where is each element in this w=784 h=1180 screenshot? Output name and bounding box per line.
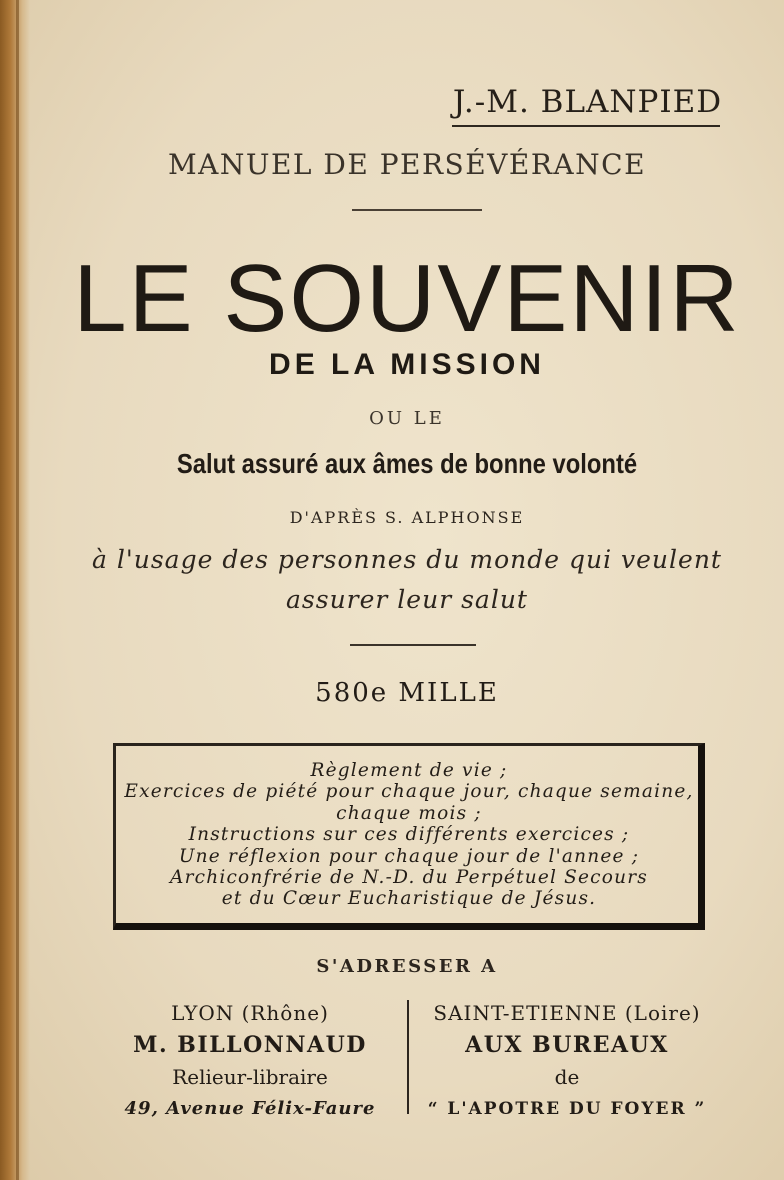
usage-line-1: à l'usage des personnes du monde qui veulent: [92, 545, 722, 574]
address-city: SAINT-ETIENNE (Loire): [433, 1001, 701, 1025]
divider-rule: [350, 644, 476, 646]
publication-name: “ L'APOTRE DU FOYER ”: [427, 1099, 707, 1119]
book-title: LE SOUVENIR: [73, 245, 741, 352]
contents-line: Règlement de vie ;: [310, 760, 508, 781]
address-city: LYON (Rhône): [171, 1001, 329, 1025]
series-title: MANUEL DE PERSÉVÉRANCE: [167, 148, 647, 181]
address-name: AUX BUREAUX: [465, 1032, 669, 1058]
address-street: 49, Avenue Félix-Faure: [124, 1098, 376, 1119]
address-name: M. BILLONNAUD: [133, 1032, 367, 1058]
contents-line: et du Cœur Eucharistique de Jésus.: [221, 888, 597, 910]
edition-label: 580e MILLE: [315, 678, 499, 708]
address-trade: Relieur-libraire: [172, 1065, 328, 1089]
author-name: J.-M. BLANPIED: [452, 84, 723, 120]
title-connector: OU LE: [369, 408, 445, 429]
divider-rule: [352, 209, 482, 211]
book-title-sub: DE LA MISSION: [269, 348, 545, 381]
contents-line: Instructions sur ces différents exercices ;: [188, 824, 630, 846]
book-subtitle: Salut assuré aux âmes de bonne volonté: [176, 448, 638, 479]
edition-count: [30, 678, 784, 708]
book-spine-crease: [16, 0, 19, 1180]
address-heading: S'ADRESSER A: [316, 956, 498, 977]
book-page-edge: [0, 0, 30, 1180]
address-lyon: [85, 997, 415, 1125]
contents-line: Exercices de piété pour chaque jour, chaque semaine,: [124, 781, 694, 803]
address-saint-etienne: [402, 997, 732, 1125]
author-underline: [452, 125, 720, 127]
contents-list: [113, 760, 705, 910]
source-attribution: D'APRÈS S. ALPHONSE: [289, 508, 525, 527]
contents-line: chaque mois ;: [336, 802, 482, 824]
address-connector: de: [554, 1065, 580, 1089]
contents-line: Archiconfrérie de N.-D. du Perpétuel Secours: [170, 867, 648, 889]
contents-line: Une réflexion pour chaque jour de l'annee ;: [178, 845, 640, 867]
usage-line-2: assurer leur salut: [286, 585, 528, 614]
